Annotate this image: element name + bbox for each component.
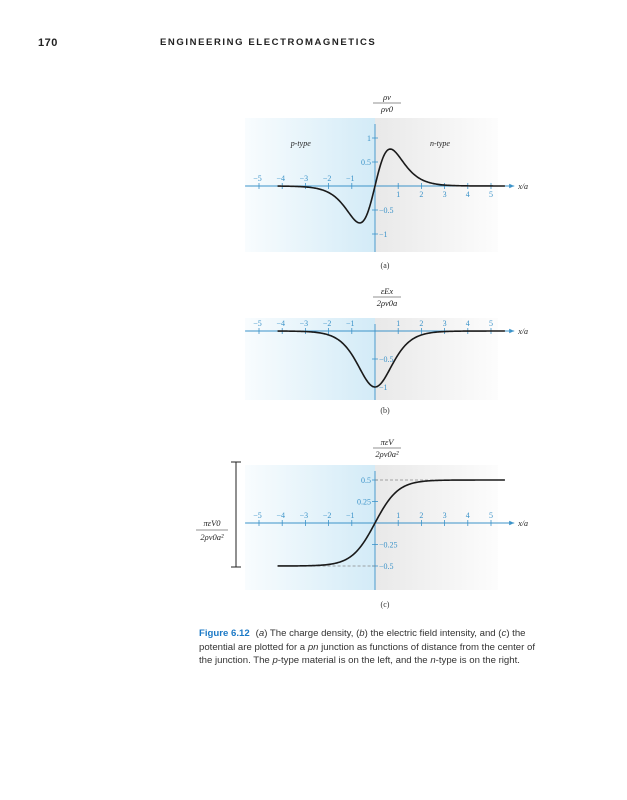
n-region-shade [375, 465, 498, 590]
x-tick-label: 5 [489, 511, 493, 520]
page-number: 170 [38, 37, 58, 49]
panel-label: (c) [380, 600, 390, 609]
y-tick-label: −1 [379, 383, 388, 392]
y-tick-label: −0.5 [379, 206, 394, 215]
x-tick-label: 3 [442, 511, 447, 520]
panel-label: (a) [380, 261, 390, 270]
p-region-shade [245, 318, 375, 400]
caption-segment: ) the electric field intensity, and ( [364, 628, 502, 639]
x-tick-label: 5 [489, 319, 493, 328]
x-tick-label: −4 [276, 174, 285, 183]
figure-label: Figure 6.12 [199, 628, 250, 639]
chart-panel-3 [196, 437, 528, 609]
x-tick-label: −4 [276, 511, 285, 520]
x-tick-label: −3 [299, 511, 309, 520]
y-label-numerator: ρv [383, 92, 391, 102]
x-tick-label: 1 [396, 511, 401, 520]
chart-panel-1 [245, 92, 528, 270]
x-tick-label: 4 [465, 190, 470, 199]
y-tick-label: 0.5 [361, 476, 371, 485]
y-tick-label: −0.5 [379, 562, 394, 571]
x-axis-label: x/a [518, 327, 528, 336]
y-axis-label [373, 92, 401, 114]
caption-segment: ) The charge density, ( [264, 628, 360, 639]
x-tick-label: 2 [419, 511, 424, 520]
x-axis-arrow [509, 329, 514, 333]
caption-segment: ( [255, 628, 259, 639]
caption-segment: b [359, 628, 365, 639]
caption-segment: c [501, 628, 507, 639]
x-tick-label: −2 [322, 511, 332, 520]
x-tick-label: 2 [419, 319, 424, 328]
x-tick-label: −1 [346, 511, 355, 520]
x-tick-label: 5 [489, 190, 493, 199]
y-axis-label [373, 286, 401, 308]
x-tick-label: −5 [253, 511, 262, 520]
x-tick-label: −3 [299, 319, 309, 328]
y-tick-label: 0.25 [357, 497, 371, 507]
y-axis-label [373, 437, 401, 459]
n-type-label: n-type [429, 139, 450, 148]
x-tick-label: −1 [346, 174, 355, 183]
y-label-denominator: 2ρν0a [376, 298, 398, 308]
x-tick-label: −5 [253, 174, 262, 183]
y-tick-label: −0.25 [379, 540, 398, 550]
x-tick-label: 4 [465, 511, 470, 520]
x-axis-label: x/a [518, 519, 528, 528]
y-tick-label: −0.5 [379, 355, 394, 364]
v0-label-numerator: πεV0 [203, 518, 221, 528]
caption-segment: pn [307, 641, 319, 653]
p-region-shade [245, 465, 375, 590]
y-label-numerator: εEx [380, 286, 394, 296]
x-tick-label: 2 [419, 190, 424, 199]
x-tick-label: 4 [465, 319, 470, 328]
y-tick-label: 0.5 [361, 158, 371, 167]
x-tick-label: −4 [276, 319, 285, 328]
running-head: ENGINEERING ELECTROMAGNETICS [160, 37, 377, 48]
caption-segment: junction as functions of distance from the center of the junction. The [199, 641, 535, 667]
x-tick-label: −2 [322, 319, 332, 328]
y-label-denominator: ρν0 [380, 104, 394, 114]
v0-label-denominator: 2ρν0a² [200, 532, 224, 542]
caption-segment: a [258, 628, 265, 639]
x-tick-label: −1 [346, 319, 355, 328]
y-label-denominator: 2ρν0a² [375, 449, 399, 459]
y-tick-label: 1 [367, 134, 371, 143]
x-axis-arrow [509, 184, 514, 188]
x-tick-label: −2 [322, 174, 332, 183]
x-tick-label: 3 [442, 190, 447, 199]
x-tick-label: 3 [442, 319, 447, 328]
caption-segment: n [430, 655, 436, 667]
panel-label: (b) [380, 406, 390, 415]
x-tick-label: −3 [299, 174, 309, 183]
x-axis-arrow [509, 521, 514, 525]
y-tick-label: −1 [379, 230, 388, 239]
x-tick-label: 1 [396, 190, 401, 199]
y-label-numerator: πεV [380, 437, 394, 447]
figure-caption [199, 627, 539, 668]
caption-segment: p [272, 655, 278, 667]
caption-segment: ) the potential are plotted for a [199, 628, 526, 653]
caption-segment: -type material is on the left, and the [277, 655, 431, 667]
chart-panel-2 [245, 286, 528, 415]
caption-segment: -type is on the right. [435, 655, 520, 667]
x-tick-label: −5 [253, 319, 262, 328]
p-type-label: p-type [290, 139, 311, 148]
x-axis-label: x/a [518, 182, 528, 191]
x-tick-label: 1 [396, 319, 401, 328]
